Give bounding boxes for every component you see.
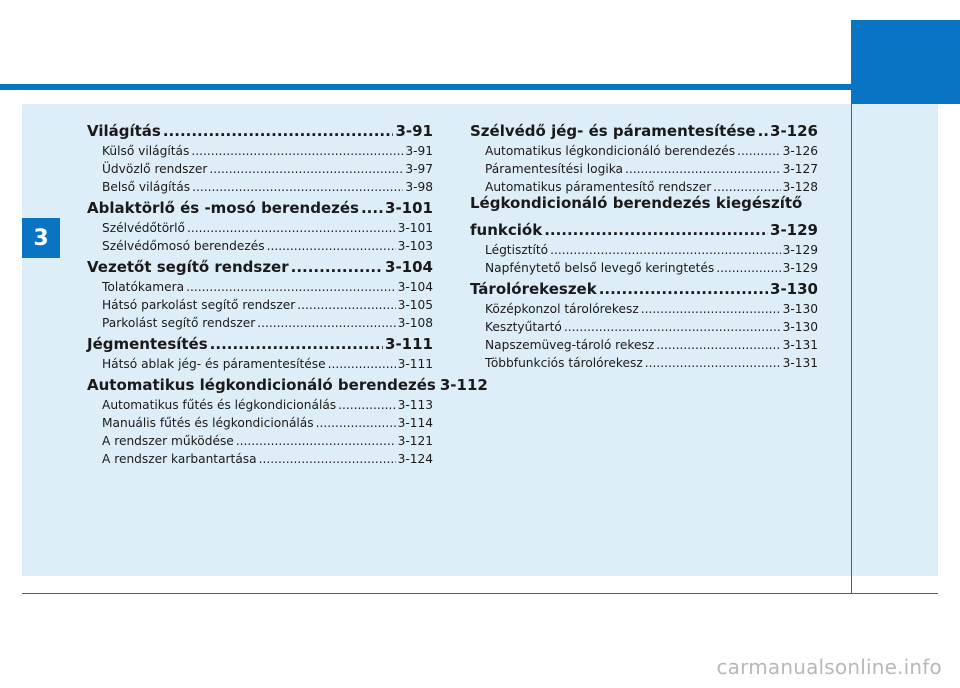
toc-entry[interactable]: Automatikus páramentesítő rendszer ..... 3-128: [470, 176, 818, 194]
toc-entry[interactable]: Tárolórekeszek ..... 3-130: [470, 276, 818, 298]
toc-entry[interactable]: Belső világítás ..... 3-98: [87, 176, 433, 194]
toc-entry[interactable]: Napszemüveg-tároló rekesz ..... 3-131: [470, 334, 818, 352]
toc-entry[interactable]: Szélvédőtörlő ..... 3-101: [87, 217, 433, 235]
toc-entry[interactable]: Automatikus légkondicionáló berendezés 3-112: [87, 376, 488, 394]
footer-rule: [22, 593, 938, 594]
toc-entry[interactable]: Napfénytető belső levegő keringtetés ..... 3-129: [470, 257, 818, 275]
toc-right-column: [470, 117, 818, 370]
toc-entry[interactable]: Manuális fűtés és légkondicionálás ..... 3-114: [87, 412, 433, 430]
toc-entry[interactable]: Hátsó ablak jég- és páramentesítése ..... 3-111: [87, 353, 433, 371]
watermark: carmanualsonline.info: [716, 655, 942, 679]
toc-entry[interactable]: Ablaktörlő és -mosó berendezés ..... 3-101: [87, 195, 433, 217]
toc-entry[interactable]: Jégmentesítés ..... 3-111: [87, 331, 433, 353]
toc-entry[interactable]: Középkonzol tárolórekesz ..... 3-130: [470, 298, 818, 316]
toc-entry[interactable]: A rendszer karbantartása ..... 3-124: [87, 448, 433, 466]
toc-entry[interactable]: funkciók ..... 3-129: [470, 217, 818, 239]
toc-entry[interactable]: Szélvédőmosó berendezés ..... 3-103: [87, 235, 433, 253]
toc-entry[interactable]: Kesztyűtartó ..... 3-130: [470, 316, 818, 334]
toc-entry[interactable]: Üdvözlő rendszer ..... 3-97: [87, 158, 433, 176]
toc-entry[interactable]: Külső világítás ..... 3-91: [87, 140, 433, 158]
toc-entry[interactable]: Szélvédő jég- és páramentesítése ..... 3-126: [470, 118, 818, 140]
toc-left-column: [87, 117, 488, 466]
chapter-tab: 3: [22, 218, 60, 258]
toc-entry[interactable]: Világítás ..... 3-91: [87, 118, 433, 140]
toc-entry[interactable]: Parkolást segítő rendszer ..... 3-108: [87, 312, 433, 330]
toc-entry[interactable]: Páramentesítési logika ..... 3-127: [470, 158, 818, 176]
toc-entry-title-line[interactable]: Légkondicionáló berendezés kiegészítő: [470, 194, 803, 212]
toc-entry[interactable]: Vezetőt segítő rendszer ..... 3-104: [87, 254, 433, 276]
margin-rule: [851, 90, 852, 593]
toc-entry[interactable]: Automatikus légkondicionáló berendezés ..... 3-126: [470, 140, 818, 158]
toc-entry[interactable]: Légtisztító ..... 3-129: [470, 239, 818, 257]
toc-entry[interactable]: Többfunkciós tárolórekesz ..... 3-131: [470, 352, 818, 370]
toc-entry[interactable]: A rendszer működése ..... 3-121: [87, 430, 433, 448]
corner-tab: [851, 20, 960, 104]
header-bar: [0, 84, 960, 90]
toc-entry[interactable]: Automatikus fűtés és légkondicionálás ..... 3-113: [87, 394, 433, 412]
toc-entry[interactable]: Hátsó parkolást segítő rendszer ..... 3-105: [87, 294, 433, 312]
toc-entry[interactable]: Tolatókamera ..... 3-104: [87, 276, 433, 294]
